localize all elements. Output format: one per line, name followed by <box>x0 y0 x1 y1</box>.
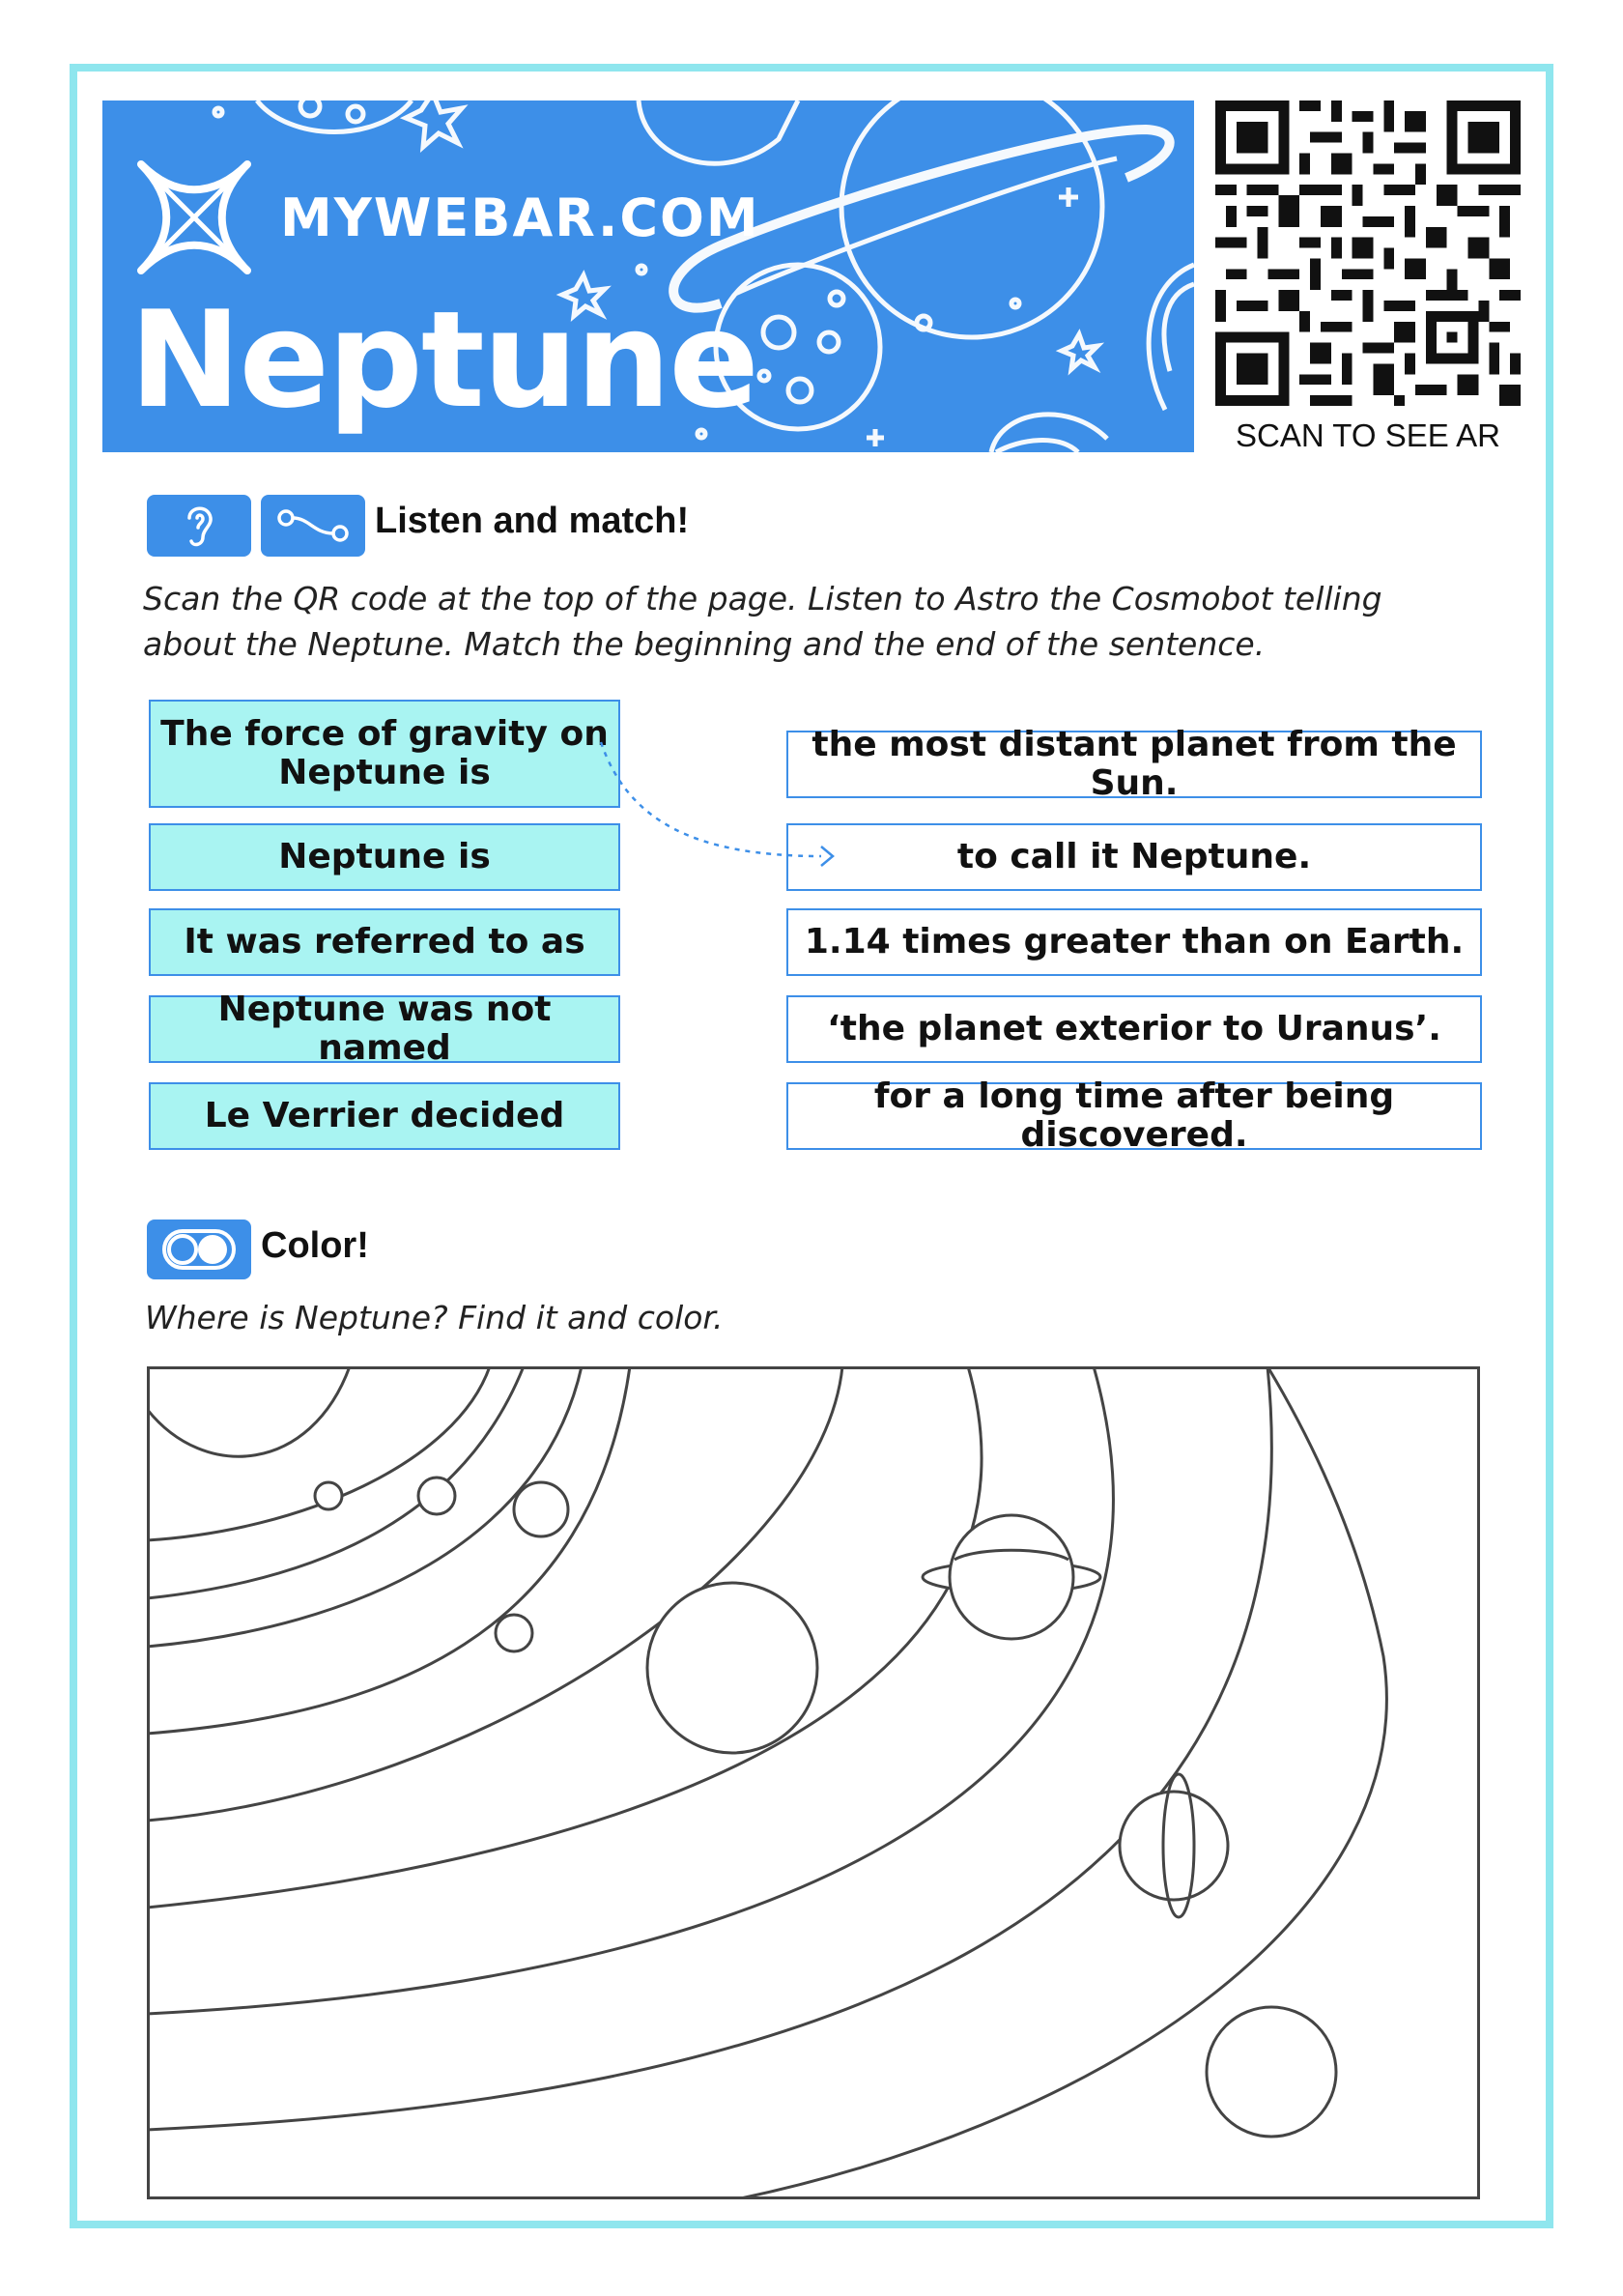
match-beginning-5[interactable]: Le Verrier decided <box>149 1082 620 1150</box>
match-beginning-2[interactable]: Neptune is <box>149 823 620 891</box>
color-heading: Color! <box>261 1225 369 1266</box>
match-ending-1[interactable]: the most distant planet from the Sun. <box>786 731 1482 798</box>
planet-jupiter <box>647 1583 817 1753</box>
planet-earth <box>514 1482 568 1536</box>
planet-neptune <box>1207 2007 1336 2137</box>
match-ending-2[interactable]: to call it Neptune. <box>786 823 1482 891</box>
toggle-icon <box>147 1220 251 1279</box>
match-ending-3[interactable]: 1.14 times greater than on Earth. <box>786 908 1482 976</box>
solar-system-coloring-picture[interactable] <box>147 1366 1480 2199</box>
qr-caption: SCAN TO SEE AR <box>1236 417 1500 453</box>
planet-venus <box>418 1478 455 1514</box>
planet-mercury <box>315 1482 342 1509</box>
planet-uranus <box>1120 1792 1228 1900</box>
color-instruction: Where is Neptune? Find it and color. <box>145 1299 724 1336</box>
match-beginning-1[interactable]: The force of gravity on Neptune is <box>149 700 620 808</box>
match-beginning-4[interactable]: Neptune was not named <box>149 995 620 1063</box>
planet-mars <box>496 1615 532 1651</box>
brand-name: MYWEBAR.COM <box>280 187 760 248</box>
planet-saturn <box>950 1515 1073 1639</box>
listen-match-heading: Listen and match! <box>375 501 690 541</box>
page-title: Neptune <box>129 282 757 438</box>
listen-match-instruction: Scan the QR code at the top of the page. Listen to Astro the Cosmobot telling about the Neptune. Match the beginning and the end of the sentence. <box>143 580 1382 663</box>
match-ending-5[interactable]: for a long time after being discovered. <box>786 1082 1482 1150</box>
toggle-icon-badge <box>147 1220 251 1279</box>
match-beginning-3[interactable]: It was referred to as <box>149 908 620 976</box>
match-ending-4[interactable]: ‘the planet exterior to Uranus’. <box>786 995 1482 1063</box>
